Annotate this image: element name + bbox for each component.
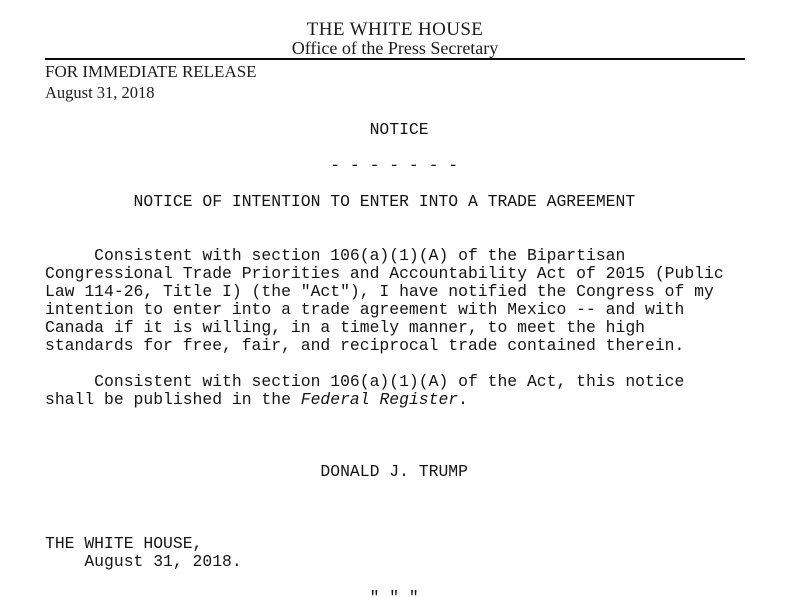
letterhead-organization: THE WHITE HOUSE (306, 19, 484, 40)
letterhead-divider (45, 58, 745, 60)
release-type: FOR IMMEDIATE RELEASE (45, 62, 257, 81)
letterhead-office: Office of the Press Secretary (291, 38, 499, 58)
notice-body-text: NOTICE - - - - - - - NOTICE OF INTENTION TO ENTER INTO A TRADE AGREEMENT Consistent with section 106(a)(1)(A) of the Bipartisan Congressional Trade Priorities and Accountability Act of 2015 (Public Law 114-26, Title I) (the "Act"), I have notified the Congress of my intention to enter into a trade agreement with Mexico -- and with Canada if it is willing, in a timely manner, to meet the high standards for free, fair, and reciprocal trade contained therein. Consistent with section 106(a)(1)(A) of the Act, this notice shall be published in the Federal Register. DONALD J. TRUMP THE WHITE HOUSE, August 31, 2018. " " " (45, 120, 724, 598)
release-date: August 31, 2018 (45, 83, 155, 102)
